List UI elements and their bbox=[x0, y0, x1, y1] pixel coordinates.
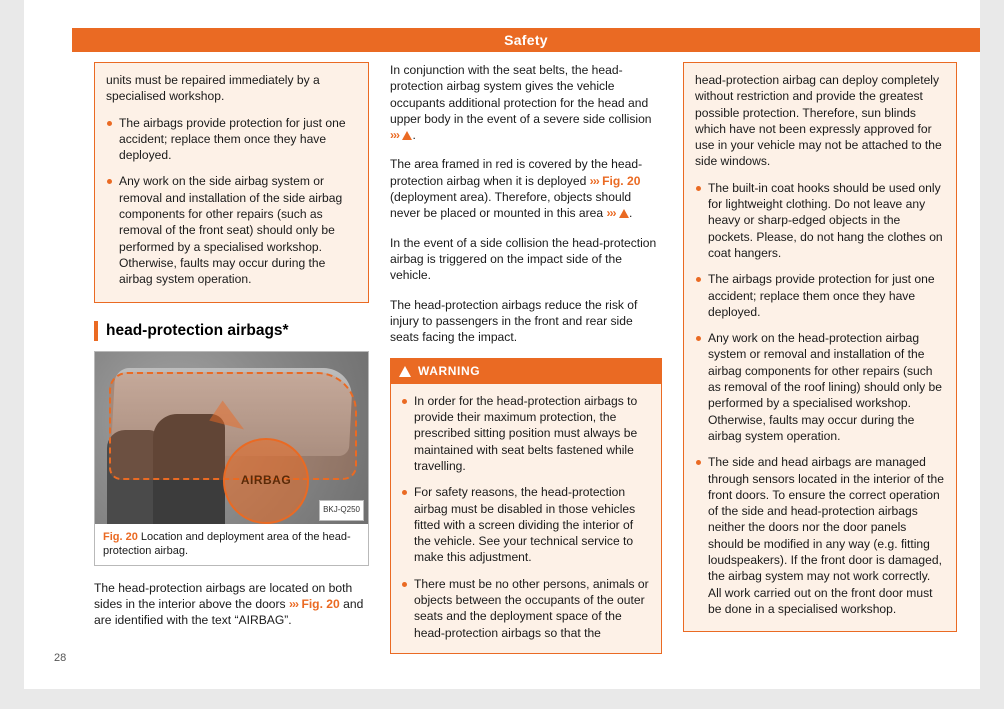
chevron-icon: ››› bbox=[606, 206, 616, 221]
warning-title: WARNING bbox=[418, 364, 481, 379]
header-title: Safety bbox=[504, 32, 548, 48]
image-code: BKJ-Q250 bbox=[319, 500, 364, 520]
warning-bullet: There must be no other persons, animals or objects between the occupants of the outer seats and the deployment space of the head-protection airbags so that the bbox=[401, 576, 651, 641]
paragraph-text-b: and are identified with the text “AIRBAG”. bbox=[94, 596, 364, 628]
note-box-left bbox=[94, 62, 369, 303]
warning-bullet: In order for the head-protection airbags to provide their maximum protection, the prescribed sitting position must always be maintained with seat belts fastened while travelling. bbox=[401, 393, 651, 474]
warning-box-header bbox=[391, 359, 661, 383]
figure-caption bbox=[95, 524, 368, 565]
figure-caption-label: Fig. 20 bbox=[103, 530, 138, 543]
col2-paragraph-2: The area framed in red is covered by the head-protection airbag when it is deployed ››› Fig. 20 (deployment area). Therefore, objects should never be placed or mounted in this area ››› . bbox=[390, 157, 643, 221]
warning-triangle-icon bbox=[402, 131, 412, 140]
warning-triangle-icon bbox=[399, 366, 411, 377]
note-bullet: Any work on the head-protection airbag system or removal and installation of the airbag components for other repairs (such as removal of the roof lining) should only be performed by a specialised workshop. Otherwise, faults may occur during the airbag system operation. bbox=[695, 330, 945, 444]
figure-caption-text: Location and deployment area of the head-protection airbag. bbox=[103, 530, 351, 557]
note-bullet: The side and head airbags are managed through sensors located in the interior of the front doors. To ensure the correct operation of the side and head-protection airbags neither the doors nor the door panels should be modified in any way (e.g. fitting loudspeakers). If the front door is damaged, the airbag system may not work correctly. All work carried out on the front door must be done in a specialised workshop. bbox=[695, 454, 945, 617]
note-box-right bbox=[683, 62, 957, 632]
paragraph-text-b: (deployment area). Therefore, objects should never be placed or mounted in this area bbox=[390, 190, 632, 221]
paragraph-text-a: The area framed in red is covered by the head-protection airbag when it is deployed bbox=[390, 157, 643, 188]
warning-box bbox=[390, 358, 662, 653]
airbag-text: AIRBAG bbox=[240, 473, 292, 488]
col2-paragraph-1: In conjunction with the seat belts, the head-protection airbag system gives the vehicle occupants additional protection for the head and upper body in the event of a severe side collision ››› . bbox=[390, 63, 652, 143]
chevron-icon: ››› bbox=[589, 173, 599, 188]
warning-triangle-icon bbox=[619, 209, 629, 218]
note-bullet: The airbags provide protection for just one accident; replace them once they have deployed. bbox=[695, 271, 945, 320]
airbag-label-circle bbox=[223, 438, 309, 524]
paragraph-text-a: The head-protection airbags are located on both sides in the interior above the doors bbox=[94, 580, 353, 611]
section-heading: head-protection airbags* bbox=[94, 321, 369, 341]
figure-20 bbox=[94, 351, 369, 566]
note-intro-text: units must be repaired immediately by a specialised workshop. bbox=[106, 73, 320, 104]
manual-page bbox=[24, 0, 980, 689]
col2-paragraph-3: In the event of a side collision the head-protection airbag is triggered on the impact side of the vehicle. bbox=[390, 235, 657, 283]
column-one-paragraph bbox=[94, 580, 369, 629]
warning-box-body bbox=[391, 384, 661, 653]
figure-image bbox=[95, 352, 368, 524]
note-bullet: The airbags provide protection for just one accident; replace them once they have deployed. bbox=[106, 115, 357, 164]
page-header bbox=[72, 28, 980, 52]
column-two bbox=[390, 62, 662, 654]
column-one bbox=[94, 62, 369, 641]
chevron-icon: ››› bbox=[390, 128, 400, 143]
note-bullet: The built-in coat hooks should be used only for lightweight clothing. Do not leave any heavy or sharp-edged objects in the pockets. Please, do not hang the clothes on coat hangers. bbox=[695, 180, 945, 261]
col2-paragraph-4: The head-protection airbags reduce the risk of injury to passengers in the front and rear side seats facing the impact. bbox=[390, 297, 638, 345]
paragraph-text: In conjunction with the seat belts, the head-protection airbag system gives the vehicle occupants additional protection for the head and upper body in the event of a severe side collision bbox=[390, 63, 652, 126]
note-intro-text: head-protection airbag can deploy completely without restriction and provide the greatest possible protection. Therefore, sun blinds which have not been expressly approved for use in your vehicle may not be attached to the side windows. bbox=[695, 73, 942, 169]
chevron-icon: ››› bbox=[288, 596, 299, 611]
figure-reference: Fig. 20 bbox=[301, 596, 340, 611]
figure-reference: Fig. 20 bbox=[602, 173, 641, 188]
column-three bbox=[683, 62, 957, 650]
warning-bullet: For safety reasons, the head-protection airbag must be disabled in those vehicles fitted with a screen dividing the interior of the vehicle. See your technical service to make this adjustment. bbox=[401, 484, 651, 565]
page-number: 28 bbox=[54, 652, 67, 664]
note-bullet: Any work on the side airbag system or removal and installation of the side airbag components for other repairs (such as removal of the front seat) should only be performed by a specialised workshop. Otherwise, faults may occur during the airbag system operation. bbox=[106, 173, 357, 287]
